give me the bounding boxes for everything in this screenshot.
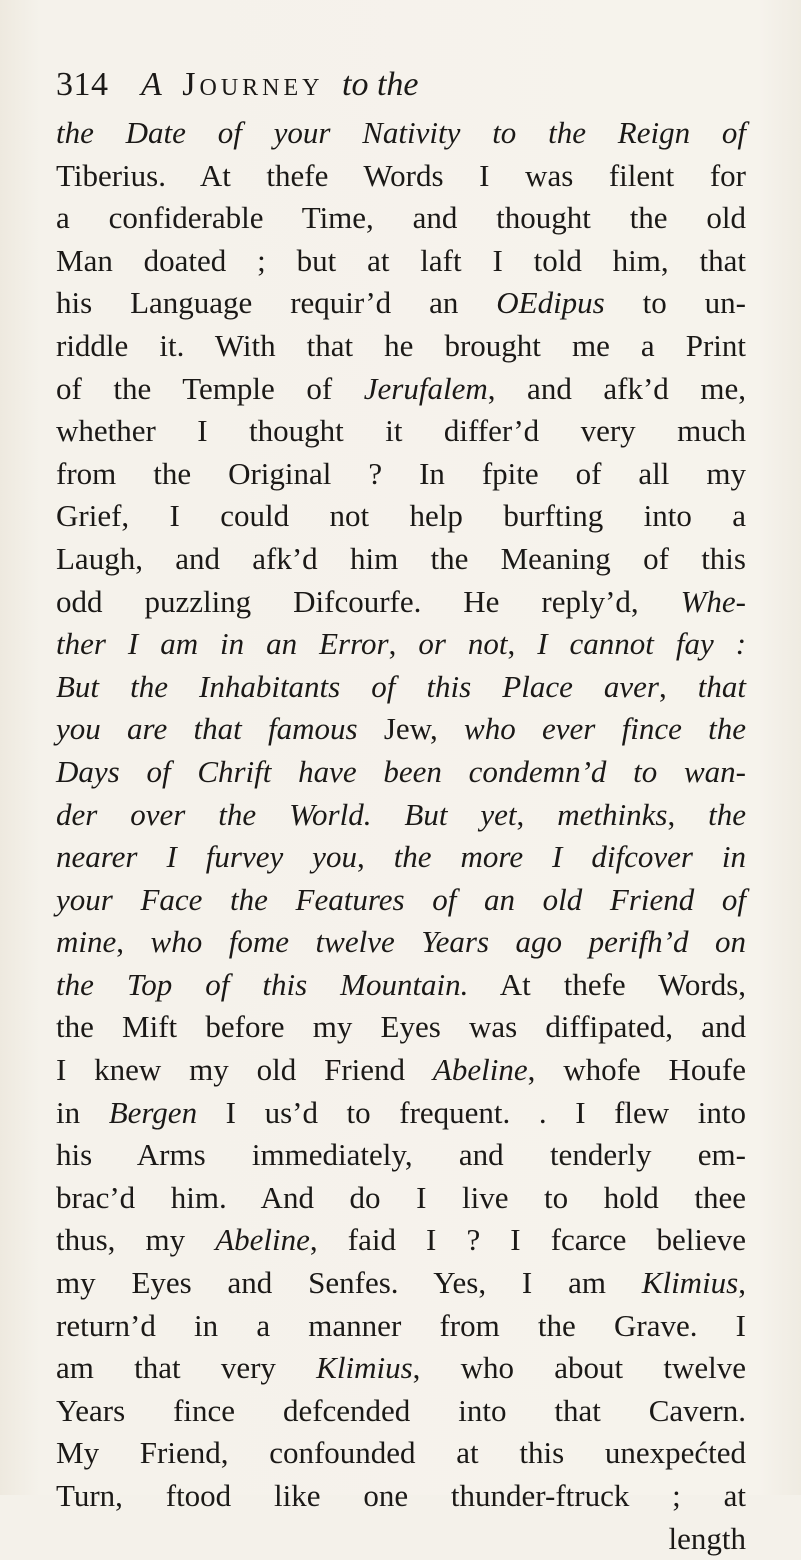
text-line bbox=[56, 1432, 746, 1475]
roman-text: the Mift before my Eyes was diffipated, and bbox=[56, 1009, 746, 1045]
text-line bbox=[56, 751, 746, 794]
text-line bbox=[56, 112, 746, 155]
italic-text: your Face the Features of an old Friend of bbox=[56, 881, 746, 917]
text-line bbox=[56, 1177, 746, 1220]
roman-text: My Friend, confounded at this unexpećted bbox=[56, 1435, 746, 1471]
italic-text: the more I difcover in bbox=[393, 839, 747, 875]
text-line bbox=[56, 623, 746, 666]
roman-text: my Eyes and Senfes. Yes, I am bbox=[56, 1265, 642, 1301]
roman-text: , bbox=[356, 839, 394, 875]
text-line bbox=[56, 1347, 746, 1390]
page-number: 314 bbox=[56, 66, 109, 103]
roman-text: Tiberius. At thefe Words I was filent for bbox=[56, 157, 746, 193]
text-line bbox=[56, 1390, 746, 1433]
italic-text: the Top of this Mountain. bbox=[56, 966, 469, 1002]
italic-text: nearer I furvey you bbox=[56, 839, 357, 875]
text-line bbox=[56, 1305, 746, 1348]
roman-text: , whofe Houfe bbox=[527, 1052, 746, 1088]
roman-text: Years fince defcended into that Cavern. bbox=[56, 1392, 746, 1428]
roman-text: length bbox=[668, 1520, 746, 1556]
text-line bbox=[56, 155, 746, 198]
roman-text: riddle it. With that he brought me a Print bbox=[56, 327, 746, 363]
text-line bbox=[56, 538, 746, 581]
text-line bbox=[56, 666, 746, 709]
italic-text: Abeline bbox=[432, 1052, 528, 1088]
italic-text: Klimius bbox=[641, 1265, 739, 1301]
roman-text: , who about twelve bbox=[412, 1350, 746, 1386]
roman-text: , bbox=[116, 924, 151, 960]
text-line bbox=[56, 197, 746, 240]
text-line bbox=[56, 1134, 746, 1177]
text-line bbox=[56, 1049, 746, 1092]
text-line bbox=[56, 964, 746, 1007]
italic-text: the bbox=[708, 796, 746, 832]
italic-text: the Date of your Nativity to the Reign of bbox=[56, 115, 746, 150]
italic-text: that bbox=[697, 668, 746, 704]
text-line bbox=[56, 240, 746, 283]
italic-text: OEdipus bbox=[496, 285, 605, 321]
text-line bbox=[56, 1262, 746, 1305]
italic-text: mine bbox=[56, 924, 117, 960]
roman-text: Grief, I could not help burfting into a bbox=[56, 498, 746, 534]
roman-text: At thefe Words, bbox=[468, 966, 747, 1002]
italic-text: or not bbox=[418, 626, 508, 662]
roman-text: his Language requir’d an bbox=[56, 285, 497, 321]
italic-text: who fome twelve Years ago perifh’d on bbox=[150, 924, 746, 960]
roman-text: Turn, ftood like one thunder-ftruck ; at bbox=[56, 1478, 746, 1513]
body-text bbox=[56, 112, 746, 1560]
italic-text: ther I am in an Error bbox=[56, 626, 389, 662]
roman-text: , bbox=[388, 626, 419, 662]
text-line bbox=[56, 794, 746, 837]
roman-text: am that very bbox=[56, 1350, 317, 1386]
italic-text: who ever fince the bbox=[464, 711, 746, 747]
text-line bbox=[56, 282, 746, 325]
text-line bbox=[56, 921, 746, 964]
roman-text: Jew bbox=[383, 711, 431, 747]
italic-text: I cannot fay : bbox=[537, 626, 747, 662]
text-line bbox=[56, 325, 746, 368]
roman-text: a confiderable Time, and thought the old bbox=[56, 200, 746, 236]
text-line bbox=[56, 453, 746, 496]
roman-text: thus, my bbox=[56, 1222, 216, 1258]
running-head-title: Journey bbox=[182, 66, 324, 103]
italic-text: der over the World. But yet bbox=[56, 796, 517, 832]
text-line bbox=[56, 495, 746, 538]
running-head-suffix: to the bbox=[342, 66, 419, 103]
text-line bbox=[56, 410, 746, 453]
roman-text: return’d in a manner from the Grave. I bbox=[56, 1307, 746, 1343]
italic-text: Klimius bbox=[316, 1350, 413, 1386]
roman-text: his Arms immediately, and tenderly em- bbox=[56, 1137, 746, 1173]
roman-text: , and afk’d me, bbox=[487, 370, 746, 406]
running-head-article: A bbox=[141, 66, 162, 103]
text-line bbox=[56, 1518, 746, 1560]
text-line bbox=[56, 581, 746, 624]
page-header bbox=[56, 60, 746, 110]
roman-text: , bbox=[667, 796, 709, 832]
roman-text: I us’d to frequent. . I flew into bbox=[197, 1094, 746, 1130]
running-head bbox=[141, 66, 419, 103]
roman-text: whether I thought it differ’d very much bbox=[56, 413, 746, 449]
text-line bbox=[56, 368, 746, 411]
italic-text: Bergen bbox=[108, 1094, 198, 1130]
roman-text: , bbox=[658, 668, 698, 704]
italic-text: Days of Chrift have been condemn’d to wan- bbox=[56, 753, 746, 789]
roman-text: Laugh, and afk’d him the Meaning of this bbox=[56, 540, 746, 576]
italic-text: methinks bbox=[557, 796, 668, 832]
italic-text: you are that famous bbox=[56, 711, 384, 747]
text-line bbox=[56, 879, 746, 922]
roman-text: in bbox=[56, 1094, 109, 1130]
roman-text: I knew my old Friend bbox=[56, 1052, 433, 1088]
roman-text: , bbox=[430, 711, 465, 747]
roman-text: to un- bbox=[604, 285, 746, 321]
roman-text: Man doated ; but at laft I told him, that bbox=[56, 242, 746, 278]
roman-text: , bbox=[516, 796, 558, 832]
text-line bbox=[56, 1092, 746, 1135]
roman-text: , bbox=[738, 1265, 746, 1301]
text-line bbox=[56, 1006, 746, 1049]
roman-text: odd puzzling Difcourfe. He reply’d, bbox=[56, 583, 681, 619]
text-line bbox=[56, 1475, 746, 1518]
italic-text: But the Inhabitants of this Place aver bbox=[56, 668, 659, 704]
roman-text: from the Original ? In fpite of all my bbox=[56, 455, 746, 491]
roman-text: , faid I ? I fcarce believe bbox=[309, 1222, 746, 1258]
roman-text: brac’d him. And do I live to hold thee bbox=[56, 1179, 746, 1215]
text-line bbox=[56, 836, 746, 879]
italic-text: Jerufalem bbox=[363, 370, 488, 406]
roman-text: , bbox=[507, 626, 538, 662]
text-line bbox=[56, 708, 746, 751]
italic-text: Whe- bbox=[680, 583, 746, 619]
italic-text: Abeline bbox=[215, 1222, 310, 1258]
roman-text: of the Temple of bbox=[56, 370, 364, 406]
text-line bbox=[56, 1219, 746, 1262]
